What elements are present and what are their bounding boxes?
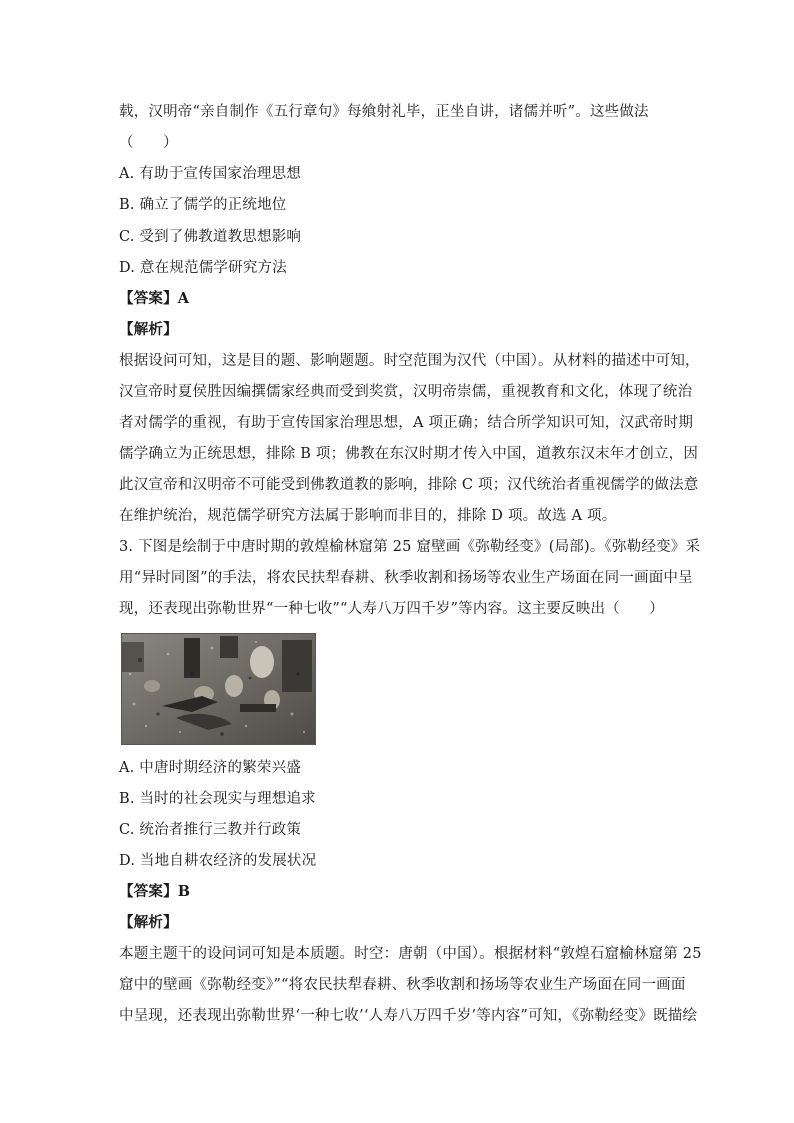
q2-option-c: C. 受到了佛教道教思想影响: [119, 229, 302, 245]
q3-option-b: B. 当时的社会现实与理想追求: [119, 791, 316, 807]
q2-option-d: D. 意在规范儒学研究方法: [119, 260, 287, 276]
q2-analysis-title: 【解析】: [119, 321, 178, 338]
q2-analysis-line: 者对儒学的重视，有助于宣传国家治理思想，A 项正确；结合所学知识可知，汉武帝时期: [119, 415, 694, 431]
q3-stem-line: 现，还表现出弥勒世界“一种七收”“人寿八万四千岁”等内容。这主要反映出（ ）: [119, 601, 664, 617]
q2-analysis-line: 儒学确立为正统思想，排除 B 项；佛教在东汉时期才传入中国，道教东汉末年才创立，因: [119, 446, 699, 462]
q2-analysis-line: 在维护统治，规范儒学研究方法属于影响而非目的，排除 D 项。故选 A 项。: [119, 508, 617, 524]
q3-analysis-line: 中呈现，还表现出弥勒世界‘一种七收’‘人寿八万四千岁’等内容”可知，《弥勒经变》既描绘: [119, 1008, 698, 1024]
q3-option-a: A. 中唐时期经济的繁荣兴盛: [119, 760, 301, 776]
blank-parenthesis: （ ）: [119, 135, 178, 151]
q3-analysis-line: 窟中的壁画《弥勒经变》”“将农民扶犁春耕、秋季收割和扬场等农业生产场面在同一画面: [119, 977, 686, 993]
q2-answer: 【答案】A: [119, 290, 190, 307]
q3-analysis-title: 【解析】: [119, 914, 178, 931]
q3-analysis-line: 本题主题干的设问词可知是本质题。时空：唐朝（中国）。根据材料“敦煌石窟榆林窟第 25: [119, 946, 702, 962]
q3-stem-line: 3. 下图是绘制于中唐时期的敦煌榆林窟第 25 窟壁画《弥勒经变》(局部)。《弥勒经变》采: [119, 539, 701, 555]
q3-option-d: D. 当地自耕农经济的发展状况: [119, 853, 317, 869]
q3-answer: 【答案】B: [119, 883, 191, 900]
q2-option-a: A. 有助于宣传国家治理思想: [119, 166, 301, 182]
q2-analysis-line: 根据设问可知，这是目的题、影响题题。时空范围为汉代（中国）。从材料的描述中可知，: [119, 353, 700, 369]
q3-option-c: C. 统治者推行三教并行政策: [119, 822, 302, 838]
text-line: 载，汉明帝“亲自制作《五行章句》每飨射礼毕，正坐自讲，诸儒并听”。这些做法: [119, 104, 649, 120]
q2-analysis-line: 此汉宣帝和汉明帝不可能受到佛教道教的影响，排除 C 项；汉代统治者重视儒学的做法意: [119, 477, 699, 493]
q3-stem-line: 用“异时同图”的手法，将农民扶犁春耕、秋季收割和扬场等农业生产场面在同一画面中呈: [119, 570, 693, 586]
mural-image: [121, 633, 316, 745]
q2-analysis-line: 汉宣帝时夏侯胜因编撰儒家经典而受到奖赏，汉明帝崇儒，重视教育和文化，体现了统治: [119, 384, 693, 400]
q2-option-b: B. 确立了儒学的正统地位: [119, 197, 287, 213]
